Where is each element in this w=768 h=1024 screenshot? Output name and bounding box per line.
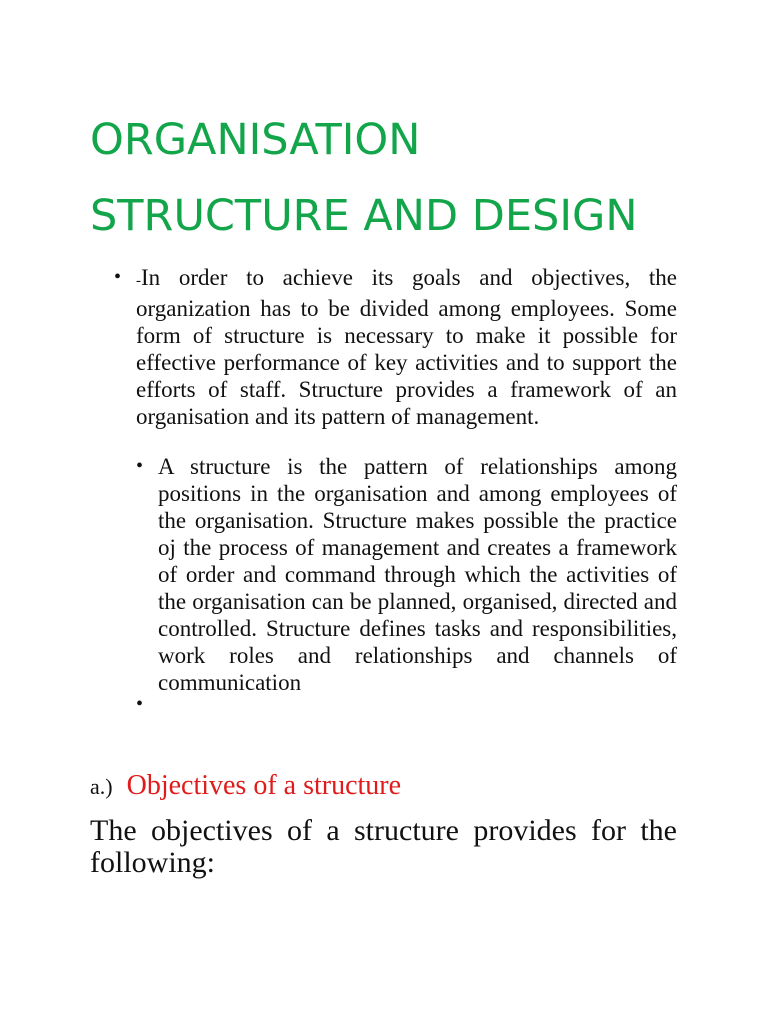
section-heading xyxy=(90,770,401,802)
section-number: a.) xyxy=(90,774,113,799)
bullet-marker: • xyxy=(136,693,144,715)
section-paragraph: The objectives of a structure provides for the following: xyxy=(90,814,677,879)
bullet-text: A structure is the pattern of relationships among positions in the organisation and among employees of the organisation. Structure makes possible the practice oj the process of management and creates a framework of order and command through which the activities of the organisation can be planned, organised, directed and controlled. Structure defines tasks and responsibilities, work roles and relationships and channels of communication xyxy=(158,454,677,695)
title-line-2: STRUCTURE AND DESIGN xyxy=(90,191,638,241)
page-title xyxy=(90,102,638,254)
title-line-1: ORGANISATION xyxy=(90,115,421,165)
section-heading-label: Objectives of a structure xyxy=(126,770,402,801)
bullet-item-empty xyxy=(136,691,178,718)
bullet-item-intro xyxy=(114,264,677,430)
bullet-item-definition xyxy=(136,453,677,696)
bullet-marker: • xyxy=(136,455,144,477)
bullet-text: In order to achieve its goals and objectives, the organization has to be divided among employees. Some form of structure is necessary to make it possible for effective performance of key activities and to support the efforts of staff. Structure provides a framework of an organisation and its pattern of management. xyxy=(136,265,677,429)
bullet-dash: - xyxy=(136,273,141,289)
bullet-marker: • xyxy=(114,266,122,288)
